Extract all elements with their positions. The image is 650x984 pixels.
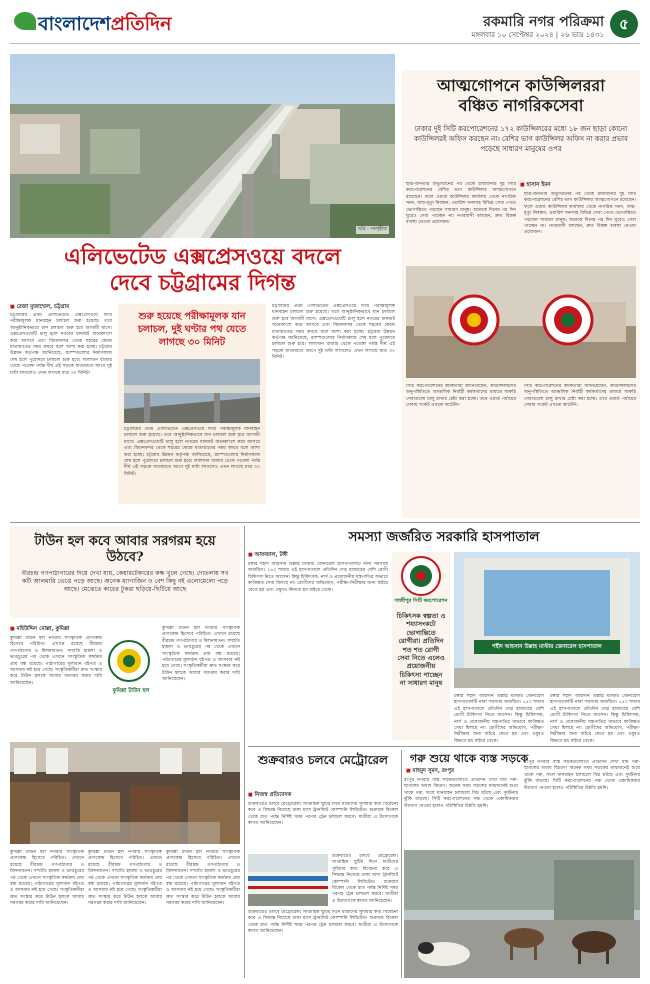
town-hall-logo-caption: কুমিল্লা টাউন হল — [112, 688, 150, 694]
hospital-body-left: টঙ্গীর শহীদ আহসান উল্লাহ মাস্টার জেনারেল হাসপাতালটি নানা সমস্যায় জর্জরিত। ২৫০ শয্যার এই হাসপাতালে প্রতিদিন দেড় হাজারের বেশি রোগী চিকিৎসা নিতে আসেন। কিন্তু চিকিৎসক, নার্স ও প্রয়োজনীয় যন্ত্রপাতির অভাবে কাঙ্ক্ষিত সেবা মিলছে না। রোগীদের অভিযোগ, পরীক্ষা-নিরীক্ষার জন্য বাইরে যেতে হয় এবং ওষুধও কিনতে হয় বাইরে থেকে। — [248, 562, 388, 593]
hospital-body-right-1: টঙ্গীর শহীদ আহসান উল্লাহ মাস্টার জেনারেল হাসপাতালটি নানা সমস্যায় জর্জরিত। ২৫০ শয্যার এই হাসপাতালে প্রতিদিন দেড় হাজারের বেশি রোগী চিকিৎসা নিতে আসেন। কিন্তু চিকিৎসক, নার্স ও প্রয়োজনীয় যন্ত্রপাতির অভাবে কাঙ্ক্ষিত সেবা মিলছে না। রোগীদের অভিযোগ, পরীক্ষা-নিরীক্ষার জন্য বাইরে যেতে হয় এবং ওষুধও কিনতে হয় বাইরে থেকে। — [454, 694, 544, 742]
section-divider — [10, 522, 640, 523]
photo-credit: ছবি : সংগৃহীত — [358, 226, 387, 232]
city-corporation-photo — [406, 266, 636, 378]
councillors-body-lower-right: সিটি করপোরেশনের কর্মকর্তারা জানিয়েছেন, কাউন্সিলরদের অনুপস্থিতিতে আঞ্চলিক নির্বাহী কর্মকর্তাদের মাধ্যমে জরুরি সেবাগুলো চালু রাখার চেষ্টা করা হচ্ছে। তবে ওয়ার্ড পর্যায়ের সেবায় সংকট এখনো কাটেনি। — [524, 384, 636, 409]
cattle-body-left: রংপুর নগরীর ব্যস্ত সড়কগুলোতে প্রতিদিন দেখা যায় গরু-ছাগলের অবাধ বিচরণ। অনেক সময় সড়কের মাঝখানেই শুয়ে থাকে গরু, ফলে যানবাহন চলাচলে বিঘ্ন ঘটছে এবং দুর্ঘটনার ঝুঁকি বাড়ছে। সিটি করপোরেশনের পক্ষ থেকে একাধিকবার উদ্যোগ নেওয়া হলেও পরিস্থিতির উন্নতি হয়নি। — [404, 778, 518, 809]
gazipur-logo-caption: গাজীপুর সিটি করপোরেশন — [394, 598, 448, 604]
date-line: মঙ্গলবার ১০ সেপ্টেম্বর ২০২৪ | ২৬ ভাদ্র ১৪৩১ — [471, 31, 604, 39]
councillors-body-left: ছাত্র-জনতার অভ্যুত্থানের পর থেকে রাজধানীর দুই সিটি করপোরেশনের বেশির ভাগ কাউন্সিলর আত্মগোপনে রয়েছেন। ফলে ওয়ার্ড কাউন্সিলর কার্যালয় থেকে নাগরিক সনদ, জন্ম-মৃত্যু নিবন্ধন, ওয়ারিশ সনদসহ বিভিন্ন সেবা পেতে ভোগান্তিতে পড়ছেন সাধারণ মানুষ। অনেকে দিনের পর দিন ঘুরেও সেবা পাচ্ছেন না। নগরবাসী বলছেন, দ্রুত বিকল্প ব্যবস্থা নেওয়া প্রয়োজন। — [406, 182, 516, 226]
town-hall-story — [10, 526, 240, 618]
councillors-body-lower-left: সিটি করপোরেশনের কর্মকর্তারা জানিয়েছেন, কাউন্সিলরদের অনুপস্থিতিতে আঞ্চলিক নির্বাহী কর্মকর্তাদের মাধ্যমে জরুরি সেবাগুলো চালু রাখার চেষ্টা করা হচ্ছে। তবে ওয়ার্ড পর্যায়ের সেবায় সংকট এখনো কাটেনি। — [406, 384, 516, 409]
town-hall-body-right: কুমিল্লা টাউন হল নগরীর সাংস্কৃতিক প্রাণকেন্দ্র হিসেবে পরিচিত। এখানে রয়েছে বীরচন্দ্র গণপাঠাগার ও মিলনায়তন। সম্প্রতি হামলা ও ভাঙচুরের পর থেকে এখানে সাংস্কৃতিক কার্যক্রম প্রায় বন্ধ রয়েছে। পাঠাগারের মূল্যবান বইপত্র ও আসবাব নষ্ট হয়ে গেছে। সংস্কৃতিকর্মীরা দ্রুত সংস্কার করে টাউন হলকে আবার সরগরম করার দাবি জানিয়েছেন। — [162, 626, 240, 683]
expressway-body-continued: চট্টগ্রামের প্রথম এলিভেটেড এক্সপ্রেসওয়ে দিয়ে পরীক্ষামূলক যানবাহন চলাচল শুরু হয়েছে। তবে আনুষ্ঠানিকভাবে যান চলাচল শুরু হবে আগামী মাসে। এক্সপ্রেসওয়েটি চালু হলে নগরের যানজট অনেকাংশে কমে আসবে এবং বিমানবন্দর থেকে শহরের কেন্দ্রে যাতায়াতের সময় কমবে বলে আশা করা হচ্ছে। চট্টগ্রাম উন্নয়ন কর্তৃপক্ষ জানিয়েছে, র‍্যাম্পগুলোর নির্মাণকাজ শেষ হলে পুরোদমে চলাচল শুরু হবে। লালখান বাজার থেকে পতেঙ্গা পর্যন্ত দীর্ঘ এই সড়কে যাতায়াতে আগে দুই ঘণ্টা লাগলেও এখন লাগছে মাত্র ৩০ মিনিট। — [124, 427, 260, 477]
hospital-sign: শহীদ আহসান উল্লাহ মাস্টার জেনারেল হাসপাতাল — [492, 644, 602, 650]
library-damage-photo — [10, 742, 240, 844]
expressway-body: চট্টগ্রামের প্রথম এলিভেটেড এক্সপ্রেসওয়ে দিয়ে পরীক্ষামূলক যানবাহন চলাচল শুরু হয়েছে। তবে আনুষ্ঠানিকভাবে যান চলাচল শুরু হবে আগামী মাসে। এক্সপ্রেসওয়েটি চালু হলে নগরের যানজট অনেকাংশে কমে আসবে এবং বিমানবন্দর থেকে শহরের কেন্দ্রে যাতায়াতের সময় কমবে বলে আশা করা হচ্ছে। চট্টগ্রাম উন্নয়ন কর্তৃপক্ষ জানিয়েছে, র‍্যাম্পগুলোর নির্মাণকাজ শেষ হলে পুরোদমে চলাচল শুরু হবে। লালখান বাজার থেকে পতেঙ্গা পর্যন্ত দীর্ঘ এই সড়কে যাতায়াতে আগে দুই ঘণ্টা লাগলেও এখন লাগছে মাত্র ৩০ মিনিট। — [10, 313, 112, 376]
newspaper-logo[interactable]: বাংলাদেশপ্রতিদিন — [38, 13, 172, 35]
town-hall-body-bottom-3: কুমিল্লা টাউন হল নগরীর সাংস্কৃতিক প্রাণকেন্দ্র হিসেবে পরিচিত। এখানে রয়েছে বীরচন্দ্র গণপাঠাগার ও মিলনায়তন। সম্প্রতি হামলা ও ভাঙচুরের পর থেকে এখানে সাংস্কৃতিক কার্যক্রম প্রায় বন্ধ রয়েছে। পাঠাগারের মূল্যবান বইপত্র ও আসবাব নষ্ট হয়ে গেছে। সংস্কৃতিকর্মীরা দ্রুত সংস্কার করে টাউন হলকে আবার সরগরম করার দাবি জানিয়েছেন। — [166, 850, 240, 907]
town-hall-logo — [108, 640, 150, 682]
councillors-headline[interactable]: আত্মগোপনে কাউন্সিলররা বঞ্চিত নাগরিকসেবা — [437, 76, 605, 115]
hospital-photo — [454, 552, 640, 688]
councillors-deck: ঢাকার দুই সিটি করপোরেশনের ১৭২ কাউন্সিলরের মধ্যে ১৮ জন ছাড়া কোনো কাউন্সিলরই অফিস করছেন না। বেশির ভাগ কাউন্সিলর অফিস না করার প্রভাব পড়েছে সাধারণ মানুষের ওপর — [414, 125, 628, 153]
hospital-side-box — [392, 552, 450, 740]
hospital-body-right-2: টঙ্গীর শহীদ আহসান উল্লাহ মাস্টার জেনারেল হাসপাতালটি নানা সমস্যায় জর্জরিত। ২৫০ শয্যার এই হাসপাতালে প্রতিদিন দেড় হাজারের বেশি রোগী চিকিৎসা নিতে আসেন। কিন্তু চিকিৎসক, নার্স ও প্রয়োজনীয় যন্ত্রপাতির অভাবে কাঙ্ক্ষিত সেবা মিলছে না। রোগীদের অভিযোগ, পরীক্ষা-নিরীক্ষার জন্য বাইরে যেতে হয় এবং ওষুধও কিনতে হয় বাইরে থেকে। — [550, 694, 640, 742]
councillors-story — [402, 70, 640, 518]
hospital-headline[interactable]: সমস্যা জর্জরিত সরকারি হাসপাতাল — [348, 529, 540, 545]
town-hall-headline[interactable]: টাউন হল কবে আবার সরগরম হয়ে উঠবে? — [34, 534, 216, 565]
councillors-byline: ■ হাসান ইমন — [520, 182, 551, 190]
section-divider-lower — [248, 746, 640, 747]
expressway-inset-photo — [124, 359, 260, 423]
leaf-logo-icon — [14, 12, 36, 30]
metrorail-headline[interactable]: শুক্রবারও চলবে মেট্রোরেল — [258, 753, 388, 767]
metrorail-byline: ■ নিজস্ব প্রতিবেদক — [248, 792, 291, 800]
cattle-headline[interactable]: গরু শুয়ে থাকে ব্যস্ত সড়কে — [410, 752, 529, 765]
gazipur-logo — [401, 556, 441, 596]
expressway-pullquote: শুরু হয়েছে পরীক্ষামূলক যান চলাচল, দুই ঘণ্টার পথ যেতে লাগছে ৩০ মিনিট — [137, 311, 247, 348]
page-number: ৫ — [610, 10, 638, 38]
column-divider-lower — [401, 750, 402, 978]
hospital-pullquote: চিকিৎসক স্বল্পতা ও শয্যাসংকটে ভোগান্তিতে রোগীরা। প্রতিদিন শত শত রোগী সেবা নিতে এলেও প্রয়োজনীয় চিকিৎসা পাচ্ছেন না সাধারণ মানুষ — [396, 612, 446, 688]
town-hall-deck: বীরচন্দ্র গণপাঠাগারের দিয়ে দেখা যায়, কেয়ারটেকারের কক্ষ খুলে গেছে। দোতলায় সব কটি আলমারি ভেঙে পড়ে আছে। অনেক ম্যাগাজিন ও বেশ কিছু বই এলোমেলো পড়ে আছে। মেঝেতে কাচের টুকরা ছড়িয়ে-ছিটিয়ে আছে — [21, 570, 229, 594]
town-hall-body-bottom-2: কুমিল্লা টাউন হল নগরীর সাংস্কৃতিক প্রাণকেন্দ্র হিসেবে পরিচিত। এখানে রয়েছে বীরচন্দ্র গণপাঠাগার ও মিলনায়তন। সম্প্রতি হামলা ও ভাঙচুরের পর থেকে এখানে সাংস্কৃতিক কার্যক্রম প্রায় বন্ধ রয়েছে। পাঠাগারের মূল্যবান বইপত্র ও আসবাব নষ্ট হয়ে গেছে। সংস্কৃতিকর্মীরা দ্রুত সংস্কার করে টাউন হলকে আবার সরগরম করার দাবি জানিয়েছেন। — [88, 850, 162, 907]
expressway-photo — [10, 54, 395, 238]
metrorail-photo — [248, 854, 328, 906]
masthead — [10, 8, 640, 44]
metrorail-body-bottom: শুক্রবারেও চলবে মেট্রোরেল। সাপ্তাহিক ছুটির দিনে যাত্রীদের সুবিধার কথা বিবেচনা করে এ সিদ্ধান্ত নিয়েছে ঢাকা ম্যাস ট্রানজিট কোম্পানি লিমিটেড। শুক্রবার বিকেল থেকে রাত পর্যন্ত নির্দিষ্ট সময় পরপর ট্রেন চলাচল করবে। যাত্রীরা এ উদ্যোগকে স্বাগত জানিয়েছেন। — [248, 910, 398, 935]
cattle-photo — [404, 850, 640, 978]
cattle-byline: ■ মাহমুদ সুমন, রংপুর — [406, 768, 454, 776]
town-hall-body-left: কুমিল্লা টাউন হল নগরীর সাংস্কৃতিক প্রাণকেন্দ্র হিসেবে পরিচিত। এখানে রয়েছে বীরচন্দ্র গণপাঠাগার ও মিলনায়তন। সম্প্রতি হামলা ও ভাঙচুরের পর থেকে এখানে সাংস্কৃতিক কার্যক্রম প্রায় বন্ধ রয়েছে। পাঠাগারের মূল্যবান বইপত্র ও আসবাব নষ্ট হয়ে গেছে। সংস্কৃতিকর্মীরা দ্রুত সংস্কার করে টাউন হলকে আবার সরগরম করার দাবি জানিয়েছেন। — [10, 636, 102, 686]
section-title: রকমারি নগর পরিক্রমা — [483, 14, 604, 30]
town-hall-body-bottom-1: কুমিল্লা টাউন হল নগরীর সাংস্কৃতিক প্রাণকেন্দ্র হিসেবে পরিচিত। এখানে রয়েছে বীরচন্দ্র গণপাঠাগার ও মিলনায়তন। সম্প্রতি হামলা ও ভাঙচুরের পর থেকে এখানে সাংস্কৃতিক কার্যক্রম প্রায় বন্ধ রয়েছে। পাঠাগারের মূল্যবান বইপত্র ও আসবাব নষ্ট হয়ে গেছে। সংস্কৃতিকর্মীরা দ্রুত সংস্কার করে টাউন হলকে আবার সরগরম করার দাবি জানিয়েছেন। — [10, 850, 84, 907]
town-hall-byline: ■ মহিউদ্দিন মোল্লা, কুমিল্লা — [10, 626, 69, 634]
metrorail-body-top: শুক্রবারেও চলবে মেট্রোরেল। সাপ্তাহিক ছুটির দিনে যাত্রীদের সুবিধার কথা বিবেচনা করে এ সিদ্ধান্ত নিয়েছে ঢাকা ম্যাস ট্রানজিট কোম্পানি লিমিটেড। শুক্রবার বিকেল থেকে রাত পর্যন্ত নির্দিষ্ট সময় পরপর ট্রেন চলাচল করবে। যাত্রীরা এ উদ্যোগকে স্বাগত জানিয়েছেন। — [248, 802, 398, 827]
metrorail-body-side: শুক্রবারেও চলবে মেট্রোরেল। সাপ্তাহিক ছুটির দিনে যাত্রীদের সুবিধার কথা বিবেচনা করে এ সিদ্ধান্ত নিয়েছে ঢাকা ম্যাস ট্রানজিট কোম্পানি লিমিটেড। শুক্রবার বিকেল থেকে রাত পর্যন্ত নির্দিষ্ট সময় পরপর ট্রেন চলাচল করবে। যাত্রীরা এ উদ্যোগকে স্বাগত জানিয়েছেন। — [332, 854, 398, 904]
column-divider — [244, 526, 245, 978]
hospital-byline: ■ আফজাল, টঙ্গী — [248, 552, 288, 560]
expressway-pullquote-box — [118, 304, 266, 504]
expressway-body-column: চট্টগ্রামের প্রথম এলিভেটেড এক্সপ্রেসওয়ে দিয়ে পরীক্ষামূলক যানবাহন চলাচল শুরু হয়েছে। তবে আনুষ্ঠানিকভাবে যান চলাচল শুরু হবে আগামী মাসে। এক্সপ্রেসওয়েটি চালু হলে নগরের যানজট অনেকাংশে কমে আসবে এবং বিমানবন্দর থেকে শহরের কেন্দ্রে যাতায়াতের সময় কমবে বলে আশা করা হচ্ছে। চট্টগ্রাম উন্নয়ন কর্তৃপক্ষ জানিয়েছে, র‍্যাম্পগুলোর নির্মাণকাজ শেষ হলে পুরোদমে চলাচল শুরু হবে। লালখান বাজার থেকে পতেঙ্গা পর্যন্ত দীর্ঘ এই সড়কে যাতায়াতে আগে দুই ঘণ্টা লাগলেও এখন লাগছে মাত্র ৩০ মিনিট। — [272, 304, 395, 361]
cattle-body-right: রংপুর নগরীর ব্যস্ত সড়কগুলোতে প্রতিদিন দেখা যায় গরু-ছাগলের অবাধ বিচরণ। অনেক সময় সড়কের মাঝখানেই শুয়ে থাকে গরু, ফলে যানবাহন চলাচলে বিঘ্ন ঘটছে এবং দুর্ঘটনার ঝুঁকি বাড়ছে। সিটি করপোরেশনের পক্ষ থেকে একাধিকবার উদ্যোগ নেওয়া হলেও পরিস্থিতির উন্নতি হয়নি। — [524, 760, 640, 791]
expressway-headline[interactable]: এলিভেটেড এক্সপ্রেসওয়ে বদলে দেবে চট্টগ্রামের দিগন্ত — [64, 244, 341, 296]
expressway-byline: ■ রেজা মুজাম্মেল, চট্টগ্রাম — [10, 304, 69, 312]
councillors-body-right: ছাত্র-জনতার অভ্যুত্থানের পর থেকে রাজধানীর দুই সিটি করপোরেশনের বেশির ভাগ কাউন্সিলর আত্মগোপনে রয়েছেন। ফলে ওয়ার্ড কাউন্সিলর কার্যালয় থেকে নাগরিক সনদ, জন্ম-মৃত্যু নিবন্ধন, ওয়ারিশ সনদসহ বিভিন্ন সেবা পেতে ভোগান্তিতে পড়ছেন সাধারণ মানুষ। অনেকে দিনের পর দিন ঘুরেও সেবা পাচ্ছেন না। নগরবাসী বলছেন, দ্রুত বিকল্প ব্যবস্থা নেওয়া প্রয়োজন। — [524, 192, 636, 236]
